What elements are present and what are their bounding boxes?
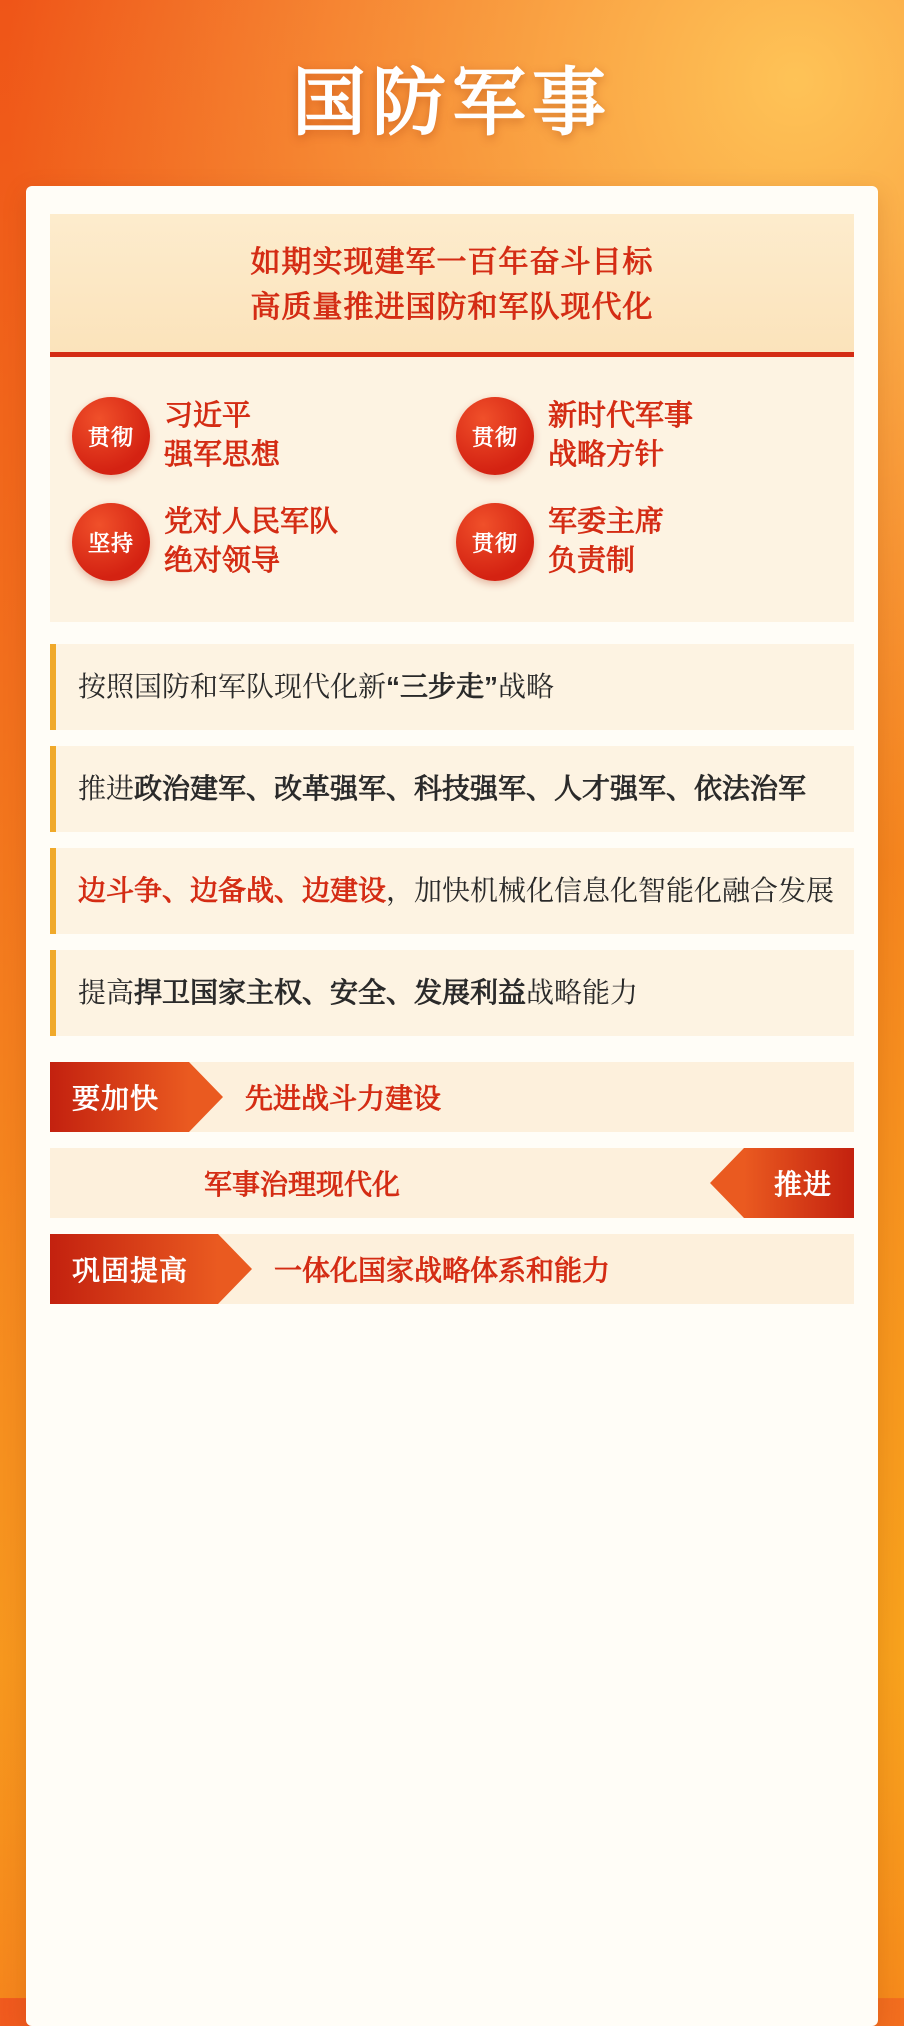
arrow-content: 先进战斗力建设 bbox=[245, 1082, 442, 1114]
row-prefix: 推进 bbox=[78, 772, 135, 804]
arrow-list bbox=[50, 1062, 854, 1304]
badge-item bbox=[68, 489, 452, 595]
badge-text-line-1: 新时代军事 bbox=[548, 400, 694, 432]
badge-text bbox=[164, 503, 338, 581]
badge-item bbox=[452, 489, 836, 595]
badge-text-line-1: 党对人民军队 bbox=[164, 506, 339, 539]
arrow-content: 军事治理现代化 bbox=[203, 1168, 400, 1200]
badge-text bbox=[548, 503, 664, 581]
list-item bbox=[50, 746, 854, 832]
headline-block bbox=[50, 214, 854, 357]
arrow-tag: 推进 bbox=[744, 1148, 854, 1218]
row-suffix: ，加快机械化信息化智能化融合发展 bbox=[386, 874, 835, 906]
arrow-row bbox=[50, 1234, 854, 1304]
badge-tag: 坚持 bbox=[72, 503, 150, 581]
badge-item bbox=[452, 383, 836, 489]
arrow-row bbox=[50, 1148, 854, 1218]
row-suffix: 战略能力 bbox=[526, 976, 639, 1008]
arrow-row bbox=[50, 1062, 854, 1132]
page-title: 国防军事 bbox=[292, 61, 612, 144]
arrow-content: 一体化国家战略体系和能力 bbox=[274, 1254, 611, 1286]
badge-text-line-2: 负责制 bbox=[548, 545, 636, 578]
badge-text-line-2: 绝对领导 bbox=[164, 545, 281, 578]
row-emphasis: 边斗争、边备战、边建设 bbox=[78, 874, 387, 906]
badge-text-line-1: 军委主席 bbox=[548, 506, 665, 539]
badge-text bbox=[164, 397, 280, 475]
arrow-tag: 巩固提高 bbox=[50, 1234, 218, 1304]
list-item bbox=[50, 950, 854, 1036]
headline-line-2: 高质量推进国防和军队现代化 bbox=[250, 291, 654, 324]
badge-text-line-1: 习近平 bbox=[164, 400, 252, 432]
badge-tag: 贯彻 bbox=[456, 503, 534, 581]
badge-text-line-2: 战略方针 bbox=[548, 439, 665, 472]
list-item bbox=[50, 644, 854, 730]
content-card bbox=[26, 186, 878, 2026]
headline-line-1: 如期实现建军一百年奋斗目标 bbox=[250, 246, 654, 279]
point-list bbox=[50, 644, 854, 1036]
badge-text-line-2: 强军思想 bbox=[164, 439, 281, 472]
row-emphasis: “三步走” bbox=[386, 670, 499, 702]
badge-text bbox=[548, 397, 693, 475]
badge-tag: 贯彻 bbox=[72, 397, 150, 475]
badge-grid bbox=[50, 357, 854, 622]
badge-item bbox=[68, 383, 452, 489]
row-prefix: 提高 bbox=[78, 976, 135, 1008]
list-item bbox=[50, 848, 854, 934]
row-prefix: 按照国防和军队现代化新 bbox=[78, 670, 387, 702]
row-suffix: 战略 bbox=[498, 670, 555, 702]
arrow-tag: 要加快 bbox=[50, 1062, 189, 1132]
row-emphasis: 政治建军、改革强军、科技强军、人才强军、依法治军 bbox=[134, 772, 807, 804]
badge-tag: 贯彻 bbox=[456, 397, 534, 475]
row-emphasis: 捍卫国家主权、安全、发展利益 bbox=[134, 976, 527, 1008]
